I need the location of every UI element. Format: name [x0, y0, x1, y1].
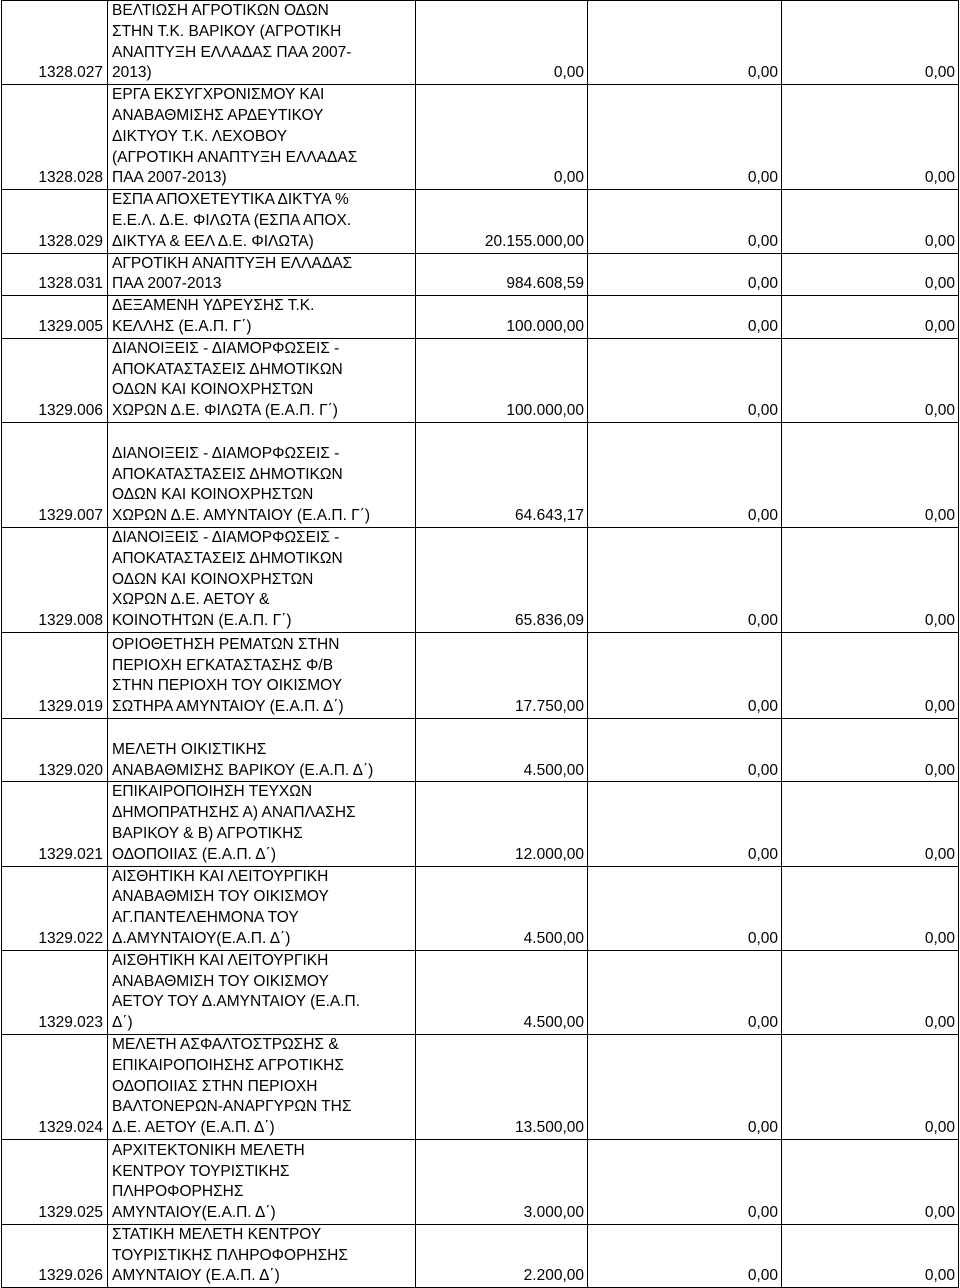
row-description — [108, 866, 416, 950]
table-row — [2, 866, 959, 950]
description-line: ΔΙΚΤΥΑ & ΕΕΛ Δ.Ε. ΦΙΛΩΤΑ) — [112, 232, 314, 250]
row-description — [108, 296, 416, 339]
description-line: 2013) — [112, 64, 152, 82]
row-code: 1329.008 — [2, 527, 108, 632]
amount-2: 0,00 — [588, 85, 782, 190]
row-description — [108, 1034, 416, 1139]
table-row — [2, 632, 959, 718]
row-code: 1329.019 — [2, 632, 108, 718]
description-line: ΟΔΩΝ ΚΑΙ ΚΟΙΝΟΧΡΗΣΤΩΝ — [112, 486, 314, 504]
amount-1: 100.000,00 — [416, 338, 588, 422]
description-line: ΕΠΙΚΑΙΡΟΠΟΙΗΣΗΣ ΑΓΡΟΤΙΚΗΣ — [112, 1056, 344, 1074]
amount-1: 984.608,59 — [416, 253, 588, 296]
row-description — [108, 950, 416, 1034]
amount-3: 0,00 — [782, 718, 959, 781]
row-code: 1329.022 — [2, 866, 108, 950]
table-row — [2, 253, 959, 296]
row-description — [108, 1224, 416, 1287]
row-description — [108, 718, 416, 781]
description-line: ΑΓΡΟΤΙΚΗ ΑΝΑΠΤΥΞΗ ΕΛΛΑΔΑΣ — [112, 254, 353, 272]
description-line: Ε.Ε.Λ. Δ.Ε. ΦΙΛΩΤΑ (ΕΣΠΑ ΑΠΟΧ. — [112, 211, 352, 229]
amount-2: 0,00 — [588, 338, 782, 422]
amount-3: 0,00 — [782, 338, 959, 422]
table-row — [2, 782, 959, 866]
description-line: ΔΙΑΝΟΙΞΕΙΣ - ΔΙΑΜΟΡΦΩΣΕΙΣ - — [112, 339, 340, 357]
amount-2: 0,00 — [588, 782, 782, 866]
description-line: ΧΩΡΩΝ Δ.Ε. ΦΙΛΩΤΑ (Ε.Α.Π. Γ΄) — [112, 402, 338, 420]
description-line: ΒΑΡΙΚΟΥ & Β) ΑΓΡΟΤΙΚΗΣ — [112, 824, 303, 842]
amount-3: 0,00 — [782, 296, 959, 339]
table-row — [2, 1, 959, 85]
amount-2: 0,00 — [588, 527, 782, 632]
row-code: 1329.007 — [2, 422, 108, 527]
description-line: ΠΛΗΡΟΦΟΡΗΣΗΣ — [112, 1183, 244, 1201]
row-description — [108, 632, 416, 718]
row-code: 1329.020 — [2, 718, 108, 781]
description-line: ΠΕΡΙΟΧΗ ΕΓΚΑΤΑΣΤΑΣΗΣ Φ/Β — [112, 656, 334, 674]
description-line: ΑΜΥΝΤΑΙΟΥ (Ε.Α.Π. Δ΄) — [112, 1267, 280, 1285]
row-code: 1329.024 — [2, 1034, 108, 1139]
table-row — [2, 296, 959, 339]
description-line: ΕΣΠΑ ΑΠΟΧΕΤΕΥΤΙΚΑ ΔΙΚΤΥΑ % — [112, 191, 349, 209]
description-line: ΑΓ.ΠΑΝΤΕΛΕΗΜΟΝΑ ΤΟΥ — [112, 909, 299, 927]
row-code: 1328.028 — [2, 85, 108, 190]
description-line: ΕΠΙΚΑΙΡΟΠΟΙΗΣΗ ΤΕΥΧΩΝ — [112, 783, 313, 801]
description-line: ΑΠΟΚΑΤΑΣΤΑΣΕΙΣ ΔΗΜΟΤΙΚΩΝ — [112, 465, 343, 483]
description-line: ΔΗΜΟΠΡΑΤΗΣΗΣ Α) ΑΝΑΠΛΑΣΗΣ — [112, 804, 356, 822]
table-row — [2, 1224, 959, 1287]
description-line: ΑΝΑΒΑΘΜΙΣΗΣ ΑΡΔΕΥΤΙΚΟΥ — [112, 107, 324, 124]
description-line: ΑΝΑΠΤΥΞΗ ΕΛΛΑΔΑΣ ΠΑΑ 2007- — [112, 43, 352, 61]
amount-3: 0,00 — [782, 950, 959, 1034]
table-row — [2, 338, 959, 422]
amount-3: 0,00 — [782, 1224, 959, 1287]
description-line: ΑΡΧΙΤΕΚΤΟΝΙΚΗ ΜΕΛΕΤΗ — [112, 1141, 305, 1159]
description-line: ΑΠΟΚΑΤΑΣΤΑΣΕΙΣ ΔΗΜΟΤΙΚΩΝ — [112, 360, 343, 378]
row-description — [108, 190, 416, 253]
amount-2: 0,00 — [588, 1034, 782, 1139]
amount-2: 0,00 — [588, 718, 782, 781]
amount-1: 0,00 — [416, 1, 588, 85]
description-line: ΑΙΣΘΗΤΙΚΗ ΚΑΙ ΛΕΙΤΟΥΡΓΙΚΗ — [112, 867, 329, 885]
description-line: ΔΙΑΝΟΙΞΕΙΣ - ΔΙΑΜΟΡΦΩΣΕΙΣ - — [112, 444, 340, 462]
description-line: ΜΕΛΕΤΗ ΟΙΚΙΣΤΙΚΗΣ — [112, 740, 267, 758]
amount-3: 0,00 — [782, 190, 959, 253]
row-description — [108, 85, 416, 190]
amount-3: 0,00 — [782, 1, 959, 85]
amount-1: 20.155.000,00 — [416, 190, 588, 253]
description-line: ΑΝΑΒΑΘΜΙΣΗ ΤΟΥ ΟΙΚΙΣΜΟΥ — [112, 972, 329, 990]
description-line: ΣΤΗΝ Τ.Κ. ΒΑΡΙΚΟΥ (ΑΓΡΟΤΙΚΗ — [112, 22, 342, 40]
amount-1: 4.500,00 — [416, 718, 588, 781]
amount-2: 0,00 — [588, 1139, 782, 1224]
description-line: ΟΡΙΟΘΕΤΗΣΗ ΡΕΜΑΤΩΝ ΣΤΗΝ — [112, 635, 340, 653]
description-line: (ΑΓΡΟΤΙΚΗ ΑΝΑΠΤΥΞΗ ΕΛΛΑΔΑΣ — [112, 148, 358, 166]
table-row — [2, 190, 959, 253]
description-line: ΔΕΞΑΜΕΝΗ ΥΔΡΕΥΣΗΣ Τ.Κ. — [112, 297, 315, 315]
description-line: ΒΕΛΤΙΩΣΗ ΑΓΡΟΤΙΚΩΝ ΟΔΩΝ — [112, 2, 329, 19]
description-line: ΑΙΣΘΗΤΙΚΗ ΚΑΙ ΛΕΙΤΟΥΡΓΙΚΗ — [112, 951, 329, 969]
amount-3: 0,00 — [782, 85, 959, 190]
row-code: 1329.021 — [2, 782, 108, 866]
amount-2: 0,00 — [588, 422, 782, 527]
description-line: ΑΕΤΟΥ ΤΟΥ Δ.ΑΜΥΝΤΑΙΟΥ (Ε.Α.Π. — [112, 993, 361, 1011]
row-code: 1329.023 — [2, 950, 108, 1034]
amount-1: 100.000,00 — [416, 296, 588, 339]
amount-3: 0,00 — [782, 253, 959, 296]
amount-1: 64.643,17 — [416, 422, 588, 527]
amount-2: 0,00 — [588, 296, 782, 339]
description-line: Δ.ΑΜΥΝΤΑΙΟΥ(Ε.Α.Π. Δ΄) — [112, 929, 291, 947]
table-row — [2, 527, 959, 632]
description-line: ΟΔΟΠΟΙΙΑΣ (Ε.Α.Π. Δ΄) — [112, 845, 276, 863]
row-description — [108, 253, 416, 296]
amount-1: 4.500,00 — [416, 866, 588, 950]
amount-2: 0,00 — [588, 1, 782, 85]
description-line: Δ΄) — [112, 1014, 133, 1032]
amount-2: 0,00 — [588, 253, 782, 296]
amount-3: 0,00 — [782, 782, 959, 866]
row-description — [108, 1139, 416, 1224]
description-line: ΒΑΛΤΟΝΕΡΩΝ-ΑΝΑΡΓΥΡΩΝ ΤΗΣ — [112, 1098, 352, 1116]
row-code: 1329.025 — [2, 1139, 108, 1224]
description-line: ΚΕΝΤΡΟΥ ΤΟΥΡΙΣΤΙΚΗΣ — [112, 1162, 290, 1180]
table-row — [2, 950, 959, 1034]
row-description — [108, 527, 416, 632]
budget-table — [1, 0, 959, 1288]
amount-2: 0,00 — [588, 1224, 782, 1287]
description-line: ΑΝΑΒΑΘΜΙΣΗ ΤΟΥ ΟΙΚΙΣΜΟΥ — [112, 888, 329, 906]
description-line: ΜΕΛΕΤΗ ΑΣΦΑΛΤΟΣΤΡΩΣΗΣ & — [112, 1035, 339, 1053]
amount-3: 0,00 — [782, 632, 959, 718]
amount-2: 0,00 — [588, 866, 782, 950]
description-line: ΠΑΑ 2007-2013 — [112, 275, 222, 293]
table-row — [2, 718, 959, 781]
amount-2: 0,00 — [588, 950, 782, 1034]
table-row — [2, 85, 959, 190]
description-line: ΟΔΩΝ ΚΑΙ ΚΟΙΝΟΧΡΗΣΤΩΝ — [112, 570, 314, 588]
amount-1: 12.000,00 — [416, 782, 588, 866]
amount-3: 0,00 — [782, 527, 959, 632]
amount-1: 2.200,00 — [416, 1224, 588, 1287]
description-line — [112, 423, 412, 444]
amount-3: 0,00 — [782, 1034, 959, 1139]
amount-3: 0,00 — [782, 422, 959, 527]
amount-1: 13.500,00 — [416, 1034, 588, 1139]
description-line: ΕΡΓΑ ΕΚΣΥΓΧΡΟΝΙΣΜΟΥ ΚΑΙ — [112, 86, 325, 104]
description-line: ΣΤΑΤΙΚΗ ΜΕΛΕΤΗ ΚΕΝΤΡΟΥ — [112, 1225, 322, 1243]
description-line: ΣΩΤΗΡΑ ΑΜΥΝΤΑΙΟΥ (Ε.Α.Π. Δ΄) — [112, 698, 344, 716]
row-description — [108, 782, 416, 866]
amount-1: 65.836,09 — [416, 527, 588, 632]
description-line: ΔΙΑΝΟΙΞΕΙΣ - ΔΙΑΜΟΡΦΩΣΕΙΣ - — [112, 528, 340, 546]
table-row — [2, 422, 959, 527]
description-line: ΑΠΟΚΑΤΑΣΤΑΣΕΙΣ ΔΗΜΟΤΙΚΩΝ — [112, 549, 343, 567]
description-line: Δ.Ε. ΑΕΤΟΥ (Ε.Α.Π. Δ΄) — [112, 1119, 275, 1137]
description-line — [112, 719, 412, 740]
amount-1: 4.500,00 — [416, 950, 588, 1034]
description-line: ΧΩΡΩΝ Δ.Ε. ΑΜΥΝΤΑΙΟΥ (Ε.Α.Π. Γ΄) — [112, 507, 371, 525]
row-description — [108, 1, 416, 85]
description-line: ΔΙΚΤΥΟΥ Τ.Κ. ΛΕΧΟΒΟΥ — [112, 127, 288, 145]
table-row — [2, 1139, 959, 1224]
amount-2: 0,00 — [588, 190, 782, 253]
description-line: ΟΔΟΠΟΙΙΑΣ ΣΤΗΝ ΠΕΡΙΟΧΗ — [112, 1077, 318, 1095]
row-code: 1329.026 — [2, 1224, 108, 1287]
row-code: 1329.006 — [2, 338, 108, 422]
description-line: ΣΤΗΝ ΠΕΡΙΟΧΗ ΤΟΥ ΟΙΚΙΣΜΟΥ — [112, 677, 343, 695]
description-line: ΟΔΩΝ ΚΑΙ ΚΟΙΝΟΧΡΗΣΤΩΝ — [112, 381, 314, 399]
row-description — [108, 338, 416, 422]
row-code: 1329.005 — [2, 296, 108, 339]
row-code: 1328.029 — [2, 190, 108, 253]
row-description — [108, 422, 416, 527]
amount-1: 17.750,00 — [416, 632, 588, 718]
description-line: ΚΟΙΝΟΤΗΤΩΝ (Ε.Α.Π. Γ΄) — [112, 612, 292, 630]
budget-table-body — [2, 1, 959, 1288]
table-row — [2, 1034, 959, 1139]
description-line: ΚΕΛΛΗΣ (Ε.Α.Π. Γ΄) — [112, 317, 252, 335]
row-code: 1328.027 — [2, 1, 108, 85]
row-code: 1328.031 — [2, 253, 108, 296]
description-line: ΧΩΡΩΝ Δ.Ε. ΑΕΤΟΥ & — [112, 591, 270, 609]
amount-3: 0,00 — [782, 1139, 959, 1224]
amount-1: 3.000,00 — [416, 1139, 588, 1224]
amount-3: 0,00 — [782, 866, 959, 950]
description-line: ΠΑΑ 2007-2013) — [112, 169, 227, 187]
description-line: ΑΜΥΝΤΑΙΟΥ(Ε.Α.Π. Δ΄) — [112, 1204, 276, 1222]
amount-1: 0,00 — [416, 85, 588, 190]
description-line: ΑΝΑΒΑΘΜΙΣΗΣ ΒΑΡΙΚΟΥ (Ε.Α.Π. Δ΄) — [112, 761, 374, 779]
description-line: ΤΟΥΡΙΣΤΙΚΗΣ ΠΛΗΡΟΦΟΡΗΣΗΣ — [112, 1246, 348, 1264]
amount-2: 0,00 — [588, 632, 782, 718]
